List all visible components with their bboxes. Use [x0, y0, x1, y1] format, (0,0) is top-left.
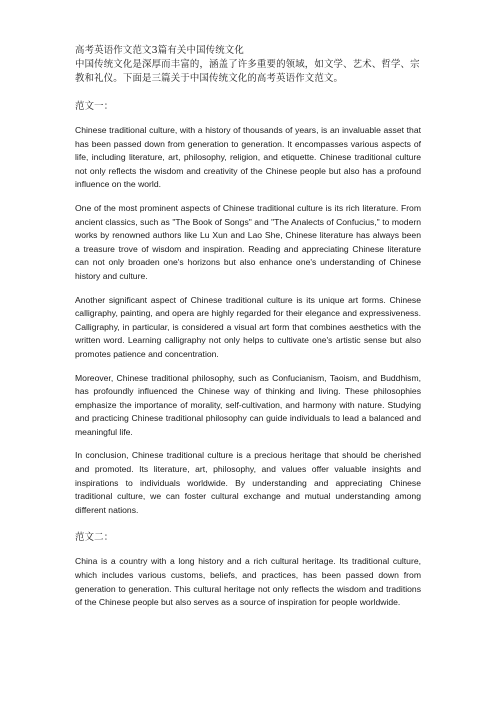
- essay-1-paragraph-3: Another significant aspect of Chinese traditional culture is its unique art forms. Chinese calligraphy, painting, and opera are highly regarded for their elegance and expressiveness. Calligraphy, in particular, is considered a visual art form that combines aesthetics with the written word. Learning calligraphy not only helps to cultivate one's artistic sense but also promotes patience and concentration.: [75, 294, 421, 359]
- essay-1-paragraph-4: Moreover, Chinese traditional philosophy, such as Confucianism, Taoism, and Buddhism, has profoundly influenced the Chinese way of thinking and living. These philosophies emphasize the importance of morality, self-cultivation, and harmony with nature. Studying and practicing Chinese traditional philosophy can guide individuals to lead a balanced and meaningful life.: [75, 372, 421, 437]
- document-page: [75, 44, 421, 620]
- essay-1-paragraph-1: Chinese traditional culture, with a history of thousands of years, is an invaluable asset that has been passed down from generation to generation. It encompasses various aspects of life, including literature, art, philosophy, religion, and etiquette. Chinese traditional culture not only reflects the wisdom and creativity of the Chinese people but also has a profound influence on the world.: [75, 125, 421, 190]
- document-title: 高考英语作文范文3篇有关中国传统文化: [75, 45, 244, 56]
- essay-2-paragraph-1: China is a country with a long history and a rich cultural heritage. Its traditional culture, which includes various customs, beliefs, and practices, has been passed down from generation to generation. This cultural heritage not only reflects the wisdom and traditions of the Chinese people but also serves as a source of inspiration for people worldwide.: [75, 556, 421, 608]
- essay-1-paragraph-2: One of the most prominent aspects of Chinese traditional culture is its rich literature. From ancient classics, such as "The Book of Songs" and "The Analects of Confucius," to modern works by renowned authors like Lu Xun and Lao She, Chinese literature has always been a treasure trove of wisdom and inspiration. Reading and appreciating Chinese literature can not only broaden one's horizons but also enhance one's understanding of Chinese history and culture.: [75, 202, 421, 281]
- essay-2-label: 范文二：: [75, 532, 114, 544]
- essay-1-paragraph-5: In conclusion, Chinese traditional culture is a precious heritage that should be cherished and promoted. Its literature, art, philosophy, and values offer valuable insights and inspirations to individuals worldwide. By understanding and appreciating Chinese traditional culture, we can foster cultural exchange and mutual understanding among different nations.: [75, 450, 421, 515]
- intro-paragraph: 中国传统文化是深厚而丰富的，涵盖了许多重要的领域，如文学、艺术、哲学、宗教和礼仪。下面是三篇关于中国传统文化的高考英语作文范文。: [75, 59, 420, 84]
- essay-1-label: 范文一：: [75, 101, 114, 112]
